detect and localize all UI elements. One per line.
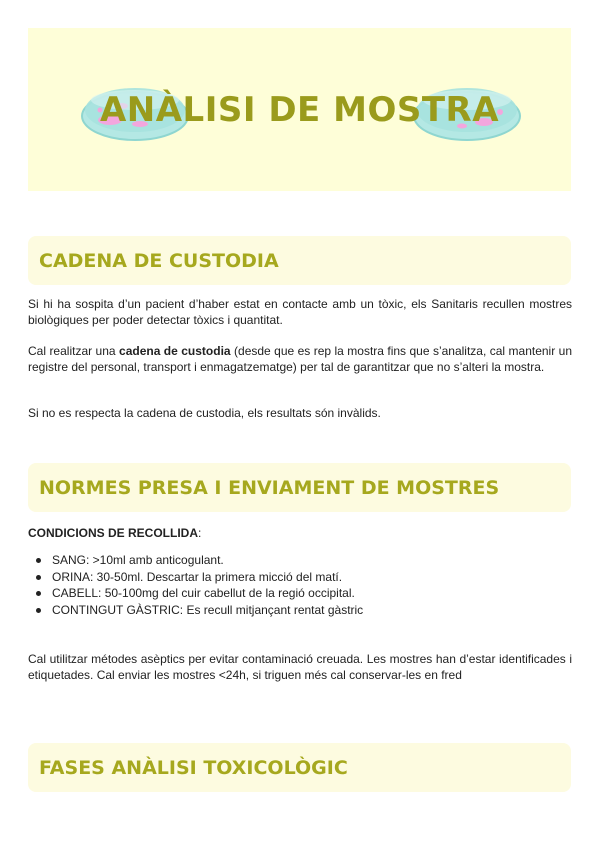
paragraph: Si no es respecta la cadena de custodia, els resultats són invàlids.: [28, 406, 381, 420]
text-run: Cal realitzar una: [28, 344, 120, 358]
list-item-text: SANG: >10ml amb anticogulant.: [52, 553, 224, 567]
list-item: [28, 569, 363, 586]
section-header-cadena: [28, 236, 571, 285]
list-item: [28, 552, 363, 569]
bullet-icon: [36, 558, 41, 563]
section-header-normes: [28, 463, 571, 512]
bullet-icon: [36, 575, 41, 580]
bullet-icon: [36, 591, 41, 596]
subheading-label: CONDICIONS DE RECOLLIDA: [28, 526, 199, 540]
bullet-icon: [36, 608, 41, 613]
text-run: (desde que es rep la mostra fins que s’analitza, cal mantenir un registre del personal, transport i enmagatzematge) per tal de garantitzar que no s’alteri la mostra.: [28, 344, 572, 374]
subheading: [28, 526, 201, 540]
bold-term: cadena de custodia: [119, 344, 231, 358]
section-heading: NORMES PRESA I ENVIAMENT DE MOSTRES: [39, 476, 500, 499]
section-heading: CADENA DE CUSTODIA: [39, 249, 279, 272]
subheading-colon: :: [198, 526, 202, 540]
paragraph: Si hi ha sospita d’un pacient d’haber estat en contacte amb un tòxic, els Sanitaris recullen mostres biològiques per poder detectar tòxics i quantitat.: [28, 297, 572, 327]
list-item: [28, 602, 363, 619]
list-item-text: CABELL: 50-100mg del cuir cabellut de la regió occipital.: [52, 586, 355, 600]
bullet-list: [28, 552, 363, 618]
list-item-text: ORINA: 30-50ml. Descartar la primera micció del matí.: [52, 569, 343, 584]
section-heading: FASES ANÀLISI TOXICOLÒGIC: [39, 756, 348, 779]
page-title: ANÀLISI DE MOSTRA: [99, 90, 500, 130]
section-header-fases: [28, 743, 571, 792]
list-item-text: CONTINGUT GÀSTRIC: Es recull mitjançant rentat gàstric: [52, 602, 364, 617]
paragraph: [28, 343, 572, 375]
list-item: [28, 585, 363, 602]
paragraph: Cal utilitzar métodes asèptics per evitar contaminació creuada. Les mostres han d’estar identificades i etiquetades. Cal enviar les mostres <24h, si triguen més cal conservar-les en fred: [28, 652, 572, 682]
